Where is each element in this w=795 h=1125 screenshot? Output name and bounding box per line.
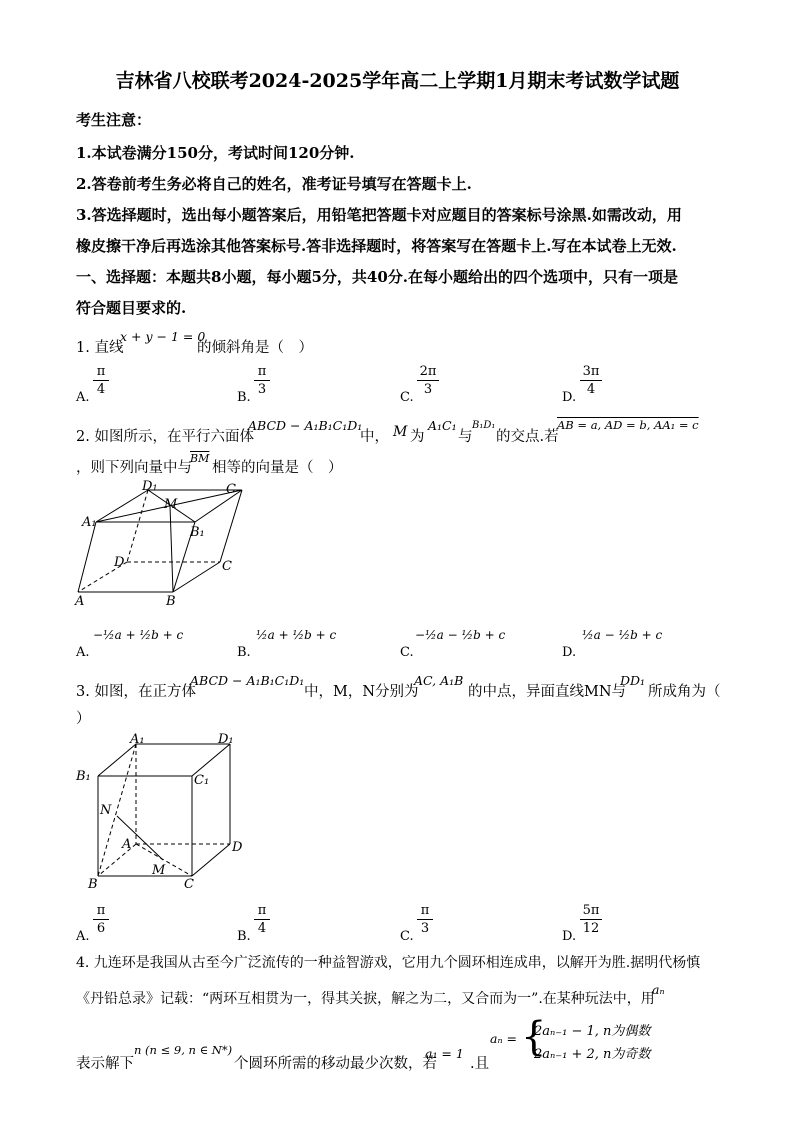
q3-dd1: DD₁ [620,673,646,688]
label-c: C [184,877,194,892]
q3-solid: ABCD − A₁B₁C₁D₁ [190,673,305,688]
q3-suffix: 所成角为（ [648,684,721,700]
q3-option-d-fraction[interactable]: 5π 12 [580,903,602,936]
label-a1: A₁ [82,515,97,530]
q2-line-2-end: 相等的向量是（ ） [212,460,343,476]
q4-line-3-prefix: 表示解下 [76,1056,134,1072]
label-b: B [166,594,176,608]
label-d: D [114,555,125,570]
q3-option-a-fraction[interactable]: π 6 [93,903,109,936]
q2-mid-1: 中， [360,429,389,445]
label-n: N [100,803,112,818]
q1-option-b-label[interactable]: B. [237,390,251,405]
q3-prefix: 3. 如图，在正方体 [76,684,196,700]
q2-parallelepiped-figure [70,478,250,608]
q3-cube-figure [72,730,252,895]
q1-suffix: 的倾斜角是（ ） [197,340,313,356]
notice-item-3-line-2: 橡皮擦干净后再选涂其他答案标号.答非选择题时，将答案写在答题卡上.写在本试卷上无效. [76,237,677,255]
q2-point-m: M [393,424,408,440]
notice-item-3-line-1: 3.答选择题时，选出每小题答案后，用铅笔把答题卡对应题目的答案标号涂黑.如需改动，用 [76,206,682,224]
label-c1: C [226,482,236,497]
label-a1: A₁ [130,732,145,747]
label-m: M [164,497,178,512]
q4-line-1: 4. 九连环是我国从古至今广泛流传的一种益智游戏，它用九个圆环相连成串，以解开为胜.据明代杨慎 [76,955,701,971]
q2-solid: ABCD − A₁B₁C₁D₁ [248,418,363,433]
q4-line-3-mid: 个圆环所需的移动最少次数，若 [234,1056,437,1072]
q1-option-c-label[interactable]: C. [400,390,414,405]
q4-an: aₙ [652,982,665,997]
q2-mid-3: 与 [458,429,473,445]
q4-a1: a₁ = 1 [425,1046,464,1061]
label-b1: B₁ [190,525,205,540]
q1-option-d-fraction[interactable]: 3π 4 [580,364,602,397]
q2-option-d-expr[interactable]: ½a − ½b + c [582,628,663,642]
q2-option-b-expr[interactable]: ½a + ½b + c [256,628,337,642]
q3-mid-2: 的中点，异面直线MN与 [468,684,627,700]
q2-vector-definitions: AB = a, AD = b, AA₁ = c [557,418,699,432]
q4-line-2: 《丹铅总录》记载：“两环互相贯为一，得其关捩，解之为二，又合而为一”.在某种玩法中，用 [76,991,655,1007]
q2-option-d-label[interactable]: D. [562,645,577,660]
q2-option-a-expr[interactable]: −½a + ½b + c [93,628,184,642]
label-c: C [222,559,232,574]
label-d1: D₁ [142,479,158,494]
label-a: A [75,594,85,608]
label-a: A [122,837,132,852]
q4-piecewise-case-1: 2aₙ₋₁ − 1, n为偶数 [534,1024,651,1039]
q1-option-d-label[interactable]: D. [562,390,577,405]
q2-line-2: ，则下列向量中与 [76,460,192,476]
label-b: B [88,877,98,892]
q2-option-b-label[interactable]: B. [237,645,251,660]
notice-item-2: 2.答卷前考生务必将自己的姓名，准考证号填写在答题卡上. [76,175,472,193]
q4-condition: n (n ≤ 9, n ∈ N*) [134,1043,233,1057]
q2-mid-4: 的交点.若 [496,429,559,445]
q1-option-a-label[interactable]: A. [76,390,90,405]
q4-piecewise-lhs: aₙ = [490,1031,517,1046]
q2-prefix: 2. 如图所示，在平行六面体 [76,429,254,445]
section-1-line-2: 符合题目要求的. [76,299,187,317]
q1-option-a-fraction[interactable]: π 4 [93,364,109,397]
label-d: D [232,840,243,855]
q2-segment-2: B₁D₁ [472,420,496,431]
q3-option-b-label[interactable]: B. [237,929,251,944]
q2-option-a-label[interactable]: A. [76,645,90,660]
q3-option-a-label[interactable]: A. [76,929,90,944]
section-1-line-1: 一、选择题：本题共8小题，每小题5分，共40分.在每小题给出的四个选项中，只有一项是 [76,268,678,286]
q4-line-3-end: .且 [470,1056,490,1072]
q3-mid-1: 中，M，N分别为 [304,684,419,700]
q2-option-c-expr[interactable]: −½a − ½b + c [415,628,506,642]
page-title: 吉林省八校联考2024-2025学年高二上学期1月期末考试数学试题 [115,70,680,92]
q3-line-2: ） [76,711,91,727]
q1-prefix: 1. 直线 [76,340,124,356]
label-m: M [152,863,166,878]
q3-option-b-fraction[interactable]: π 4 [254,903,270,936]
q4-piecewise-case-2: 2aₙ₋₁ + 2, n为奇数 [534,1047,651,1062]
label-b1: B₁ [76,769,91,784]
q4-piecewise-brace: { [521,1014,547,1060]
q2-mid-2: 为 [410,429,425,445]
q3-option-c-fraction[interactable]: π 3 [417,903,433,936]
notice-item-1: 1.本试卷满分150分，考试时间120分钟. [76,144,355,162]
q1-option-c-fraction[interactable]: 2π 3 [417,364,439,397]
q2-option-c-label[interactable]: C. [400,645,414,660]
q2-vector-bm: $\overline{BM}$ [190,452,210,465]
q3-segments: AC, A₁B [414,673,464,688]
q1-option-b-fraction[interactable]: π 3 [254,364,270,397]
q2-segment-1: A₁C₁ [428,418,457,433]
notice-heading: 考生注意： [76,111,152,129]
q3-option-d-label[interactable]: D. [562,929,577,944]
label-d1: D₁ [218,732,234,747]
q1-equation: x + y − 1 = 0 [120,329,206,344]
label-c1: C₁ [194,773,210,788]
q3-option-c-label[interactable]: C. [400,929,414,944]
